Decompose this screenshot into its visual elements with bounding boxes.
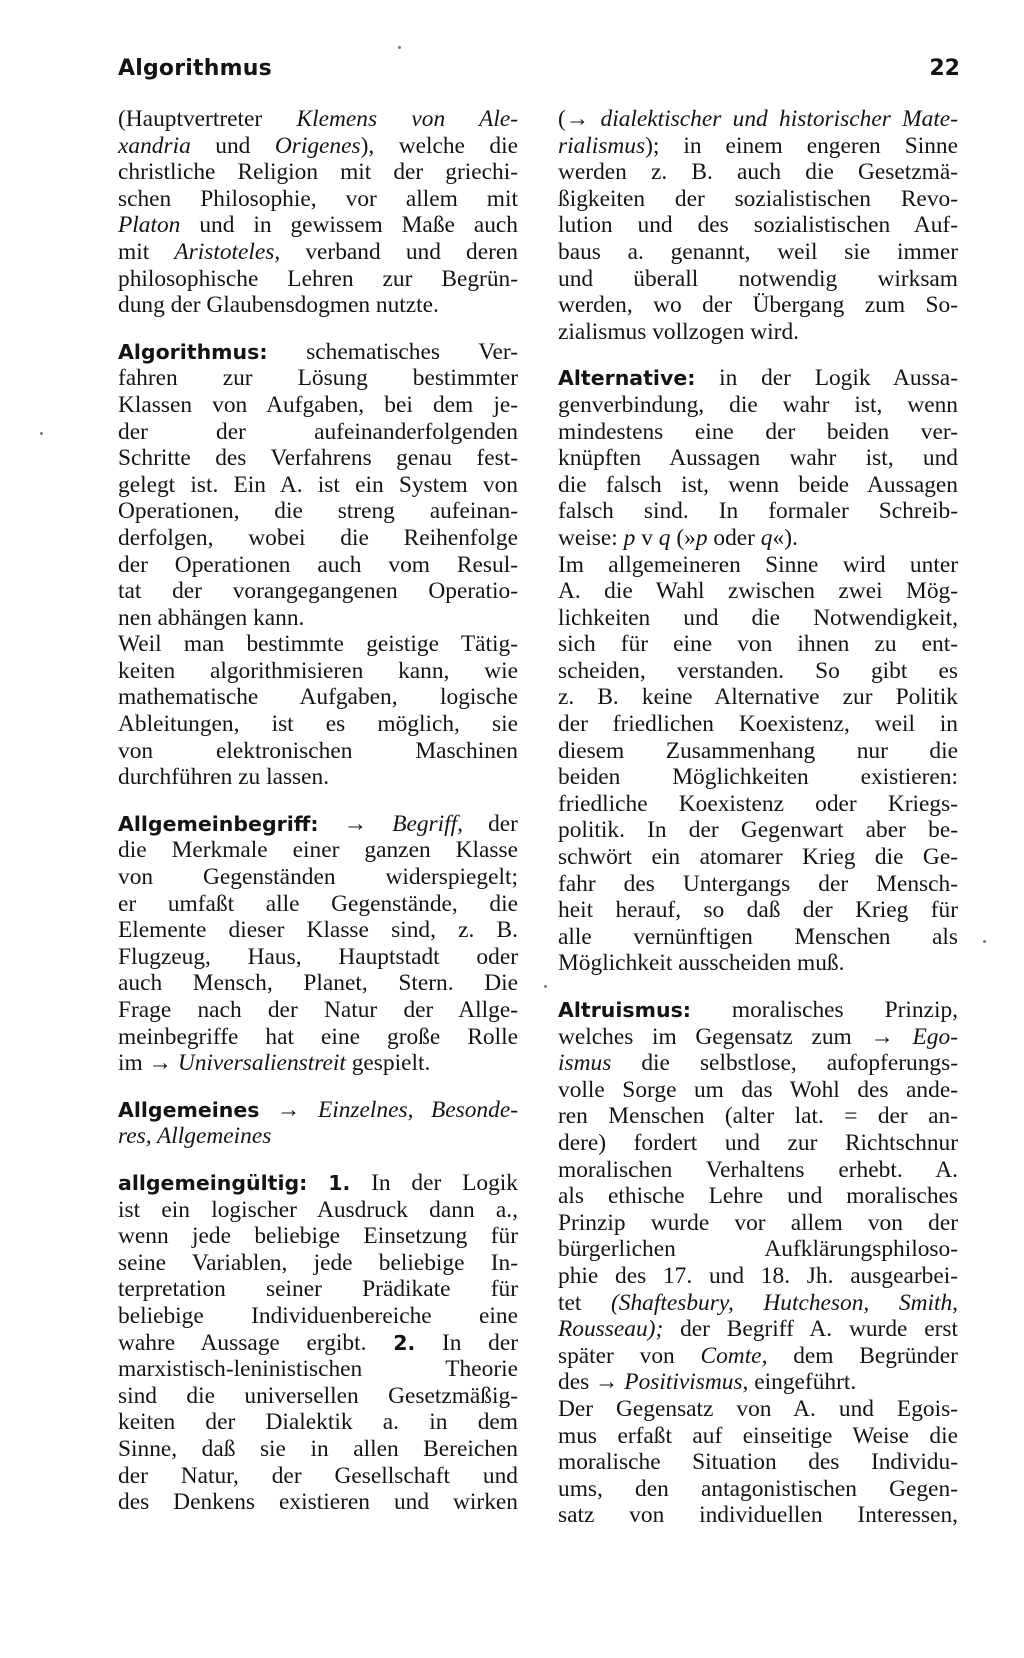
text-line: Operationen, die streng aufeinan- bbox=[118, 498, 518, 525]
text-line: knüpften Aussagen wahr ist, und bbox=[558, 445, 958, 472]
italic-text: Comte, bbox=[700, 1342, 768, 1369]
text-line: der friedlichen Koexistenz, weil in bbox=[558, 711, 958, 738]
headword: Alternative: bbox=[558, 366, 696, 391]
text-line: die falsch ist, wenn beide Aussagen bbox=[558, 471, 958, 498]
entry-allgemeingueltig bbox=[118, 1170, 518, 1516]
text-segment: (» bbox=[676, 524, 696, 551]
text-line: von elektronischen Maschinen bbox=[118, 737, 518, 764]
text-line bbox=[118, 239, 518, 266]
text-segment: dem Begründer bbox=[793, 1342, 958, 1369]
text-line: sind die universellen Gesetzmäßig- bbox=[118, 1382, 518, 1409]
text-segment: weise: bbox=[558, 524, 618, 551]
entry-algorithmus bbox=[118, 339, 518, 791]
text-line: Elemente dieser Klasse sind, z. B. bbox=[118, 917, 518, 944]
formula-line bbox=[558, 525, 958, 552]
scan-speck bbox=[398, 46, 401, 49]
italic-text: p bbox=[623, 524, 636, 551]
text-segment: mit bbox=[118, 238, 150, 265]
cross-reference-link[interactable]: Universalienstreit bbox=[177, 1050, 346, 1077]
text-line: baus a. genannt, weil sie immer bbox=[558, 238, 958, 265]
text-line: lichkeiten und die Notwendigkeit, bbox=[558, 604, 958, 631]
text-segment: ); in einem engeren Sinne bbox=[645, 132, 958, 159]
entry-alternative bbox=[558, 365, 958, 977]
text-line: falsch sind. In formaler Schreib- bbox=[558, 498, 958, 525]
cross-reference-link[interactable]: Positivismus, bbox=[624, 1369, 749, 1396]
text-line bbox=[558, 365, 958, 392]
headword: Allgemeines bbox=[118, 1097, 260, 1122]
text-line: z. B. keine Alternative zur Politik bbox=[558, 684, 958, 711]
text-line: volle Sorge um das Wohl des ande- bbox=[558, 1076, 958, 1103]
text-line bbox=[118, 1170, 518, 1197]
text-line: der Operationen auch vom Resul- bbox=[118, 551, 518, 578]
text-line: ist ein logischer Ausdruck dann a., bbox=[118, 1196, 518, 1223]
text-line bbox=[118, 133, 518, 160]
headword: Allgemeinbegriff: bbox=[118, 811, 319, 836]
text-segment: im bbox=[118, 1050, 143, 1077]
text-line: dere) fordert und zur Richtschnur bbox=[558, 1129, 958, 1156]
text-line: bürgerlichen Aufklärungsphiloso- bbox=[558, 1236, 958, 1263]
cross-reference-link[interactable]: Einzelnes, Besonde- bbox=[317, 1096, 518, 1123]
text-line: schwört ein atomarer Krieg die Ge- bbox=[558, 844, 958, 871]
continued-entry bbox=[558, 106, 958, 345]
text-line: zialismus vollzogen wird. bbox=[558, 318, 800, 345]
text-segment: wahre Aussage ergibt. bbox=[118, 1329, 367, 1356]
text-segment: verband und deren bbox=[305, 238, 518, 265]
text-line: als ethische Lehre und moralisches bbox=[558, 1183, 958, 1210]
text-line bbox=[558, 1316, 958, 1343]
cross-reference-arrow: → bbox=[595, 1369, 619, 1396]
text-line: Schritte des Verfahrens genau fest- bbox=[118, 445, 518, 472]
text-segment: 1. bbox=[328, 1170, 351, 1195]
text-line: keiten algorithmisieren kann, wie bbox=[118, 657, 518, 684]
text-line: und überall notwendig wirksam bbox=[558, 265, 958, 292]
italic-text: xandria bbox=[118, 132, 191, 159]
cross-reference-link[interactable]: dialektischer und historischer Mate- bbox=[600, 106, 958, 132]
scan-speck bbox=[544, 985, 547, 988]
text-line: beiden Möglichkeiten existieren: bbox=[558, 764, 958, 791]
text-line bbox=[558, 1050, 958, 1077]
italic-text: Rousseau); bbox=[558, 1316, 664, 1343]
italic-text: q bbox=[760, 524, 773, 551]
text-line: die Merkmale einer ganzen Klasse bbox=[118, 837, 518, 864]
text-segment: oder bbox=[713, 524, 755, 551]
text-line bbox=[118, 1097, 518, 1124]
text-line: mindestens eine der beiden ver- bbox=[558, 418, 958, 445]
text-line bbox=[558, 106, 958, 133]
text-segment: In der bbox=[441, 1329, 518, 1356]
text-line: phie des 17. und 18. Jh. ausgearbei- bbox=[558, 1262, 958, 1289]
text-line: werden z. B. auch die Gesetzmä- bbox=[558, 159, 958, 186]
text-line: wenn jede beliebige Einsetzung für bbox=[118, 1223, 518, 1250]
text-line: satz von individuellen Interessen, bbox=[558, 1502, 958, 1529]
text-line: marxistisch-leninistischen Theorie bbox=[118, 1356, 518, 1383]
text-line: Sinne, daß sie in allen Bereichen bbox=[118, 1435, 518, 1462]
text-line: tat der vorangegangenen Operatio- bbox=[118, 578, 518, 605]
text-segment: die selbstlose, aufopferungs- bbox=[641, 1050, 958, 1077]
text-segment: eingeführt. bbox=[754, 1369, 857, 1396]
text-line bbox=[118, 212, 518, 239]
text-line: philosophische Lehren zur Begrün- bbox=[118, 265, 518, 292]
page-number: 22 bbox=[929, 56, 960, 81]
text-line bbox=[558, 997, 958, 1024]
italic-text: (Shaftesbury, Hutcheson, Smith, bbox=[611, 1289, 958, 1316]
cross-reference-arrow: → bbox=[870, 1023, 894, 1050]
text-segment: welches im Gegensatz zum bbox=[558, 1023, 852, 1050]
text-line: fahr des Untergangs der Mensch- bbox=[558, 870, 958, 897]
text-line bbox=[118, 1050, 518, 1077]
page-header bbox=[118, 56, 960, 96]
text-segment: «). bbox=[772, 524, 798, 551]
text-line: ßigkeiten der sozialistischen Revo- bbox=[558, 185, 958, 212]
text-line bbox=[118, 1123, 518, 1150]
text-line: des Denkens existieren und wirken bbox=[118, 1489, 518, 1516]
cross-reference-arrow: → bbox=[277, 1096, 301, 1123]
text-line bbox=[558, 1343, 958, 1370]
text-line: ren Menschen (alter lat. = der an- bbox=[558, 1103, 958, 1130]
text-line: Prinzip wurde vor allem von der bbox=[558, 1209, 958, 1236]
text-line: Weil man bestimmte geistige Tätig- bbox=[118, 631, 518, 658]
text-line: mus erfaßt auf einseitige Weise die bbox=[558, 1422, 958, 1449]
text-line bbox=[558, 133, 958, 160]
cross-reference-arrow: → bbox=[343, 810, 368, 837]
text-line: lution und des sozialistischen Auf- bbox=[558, 212, 958, 239]
text-line: durchführen zu lassen. bbox=[118, 764, 330, 791]
scan-speck bbox=[40, 432, 43, 435]
text-line bbox=[558, 1369, 958, 1396]
text-line: terpretation seiner Prädikate für bbox=[118, 1276, 518, 1303]
italic-text: Platon bbox=[118, 212, 181, 239]
text-segment: tet bbox=[558, 1289, 582, 1316]
text-line: heit herauf, so daß der Krieg für bbox=[558, 897, 958, 924]
text-line: werden, wo der Übergang zum So- bbox=[558, 292, 958, 319]
text-line: Frage nach der Natur der Allge- bbox=[118, 997, 518, 1023]
text-segment: und bbox=[215, 132, 251, 159]
text-line bbox=[118, 106, 518, 133]
text-line: der Natur, der Gesellschaft und bbox=[118, 1462, 518, 1489]
text-line: Der Gegensatz von A. und Egois- bbox=[558, 1395, 958, 1422]
text-line: moralische Situation des Individu- bbox=[558, 1449, 958, 1476]
text-line bbox=[558, 1290, 958, 1317]
text-line: diesem Zusammenhang nur die bbox=[558, 737, 958, 764]
left-column bbox=[118, 106, 518, 1516]
text-segment: gespielt. bbox=[351, 1050, 431, 1077]
text-line: von Gegenständen widerspiegelt; bbox=[118, 864, 518, 891]
text-segment: schematisches Ver- bbox=[306, 338, 518, 365]
text-line: ums, den antagonistischen Gegen- bbox=[558, 1475, 958, 1502]
cross-reference-link[interactable]: Begriff, bbox=[392, 810, 463, 837]
entry-allgemeines bbox=[118, 1097, 518, 1150]
text-segment: 2. bbox=[393, 1330, 416, 1355]
running-head: Algorithmus bbox=[118, 56, 272, 81]
text-line: politik. In der Gegenwart aber be- bbox=[558, 817, 958, 844]
text-segment: des bbox=[558, 1369, 590, 1396]
text-line: friedliche Koexistenz oder Kriegs- bbox=[558, 790, 958, 817]
text-line: genverbindung, die wahr ist, wenn bbox=[558, 391, 958, 418]
text-line: Möglichkeit ausscheiden muß. bbox=[558, 950, 845, 977]
text-segment: moralisches Prinzip, bbox=[731, 997, 958, 1023]
text-line: Ableitungen, ist es möglich, sie bbox=[118, 711, 518, 738]
text-segment: (Hauptvertreter bbox=[118, 106, 263, 132]
text-line bbox=[118, 1330, 518, 1357]
text-line: seine Variablen, jede beliebige In- bbox=[118, 1249, 518, 1276]
continued-entry bbox=[118, 106, 518, 319]
text-line: Im allgemeineren Sinne wird unter bbox=[558, 551, 958, 578]
italic-text: Klemens von Ale- bbox=[296, 106, 518, 132]
text-line: christliche Religion mit der griechi- bbox=[118, 159, 518, 186]
text-segment: und in gewissem Maße auch bbox=[199, 212, 518, 239]
text-line: A. die Wahl zwischen zwei Mög- bbox=[558, 578, 958, 605]
text-line: fahren zur Lösung bestimmter bbox=[118, 365, 518, 392]
entry-altruismus bbox=[558, 997, 958, 1529]
text-line: schen Philosophie, vor allem mit bbox=[118, 185, 518, 212]
text-line: alle vernünftigen Menschen als bbox=[558, 923, 958, 950]
text-segment: der bbox=[488, 810, 518, 837]
entry-allgemeinbegriff bbox=[118, 811, 518, 1077]
text-segment: der Begriff A. wurde erst bbox=[680, 1316, 958, 1343]
text-line: dung der Glaubensdogmen nutzte. bbox=[118, 292, 439, 319]
text-line: nen abhängen kann. bbox=[118, 604, 305, 631]
text-line: Klassen von Aufgaben, bei dem je- bbox=[118, 391, 518, 418]
cross-reference-link[interactable]: Ego- bbox=[912, 1023, 958, 1050]
cross-reference-link[interactable]: ismus bbox=[558, 1050, 612, 1077]
text-line bbox=[118, 339, 518, 366]
scan-speck bbox=[983, 940, 986, 943]
text-line: moralischen Verhaltens erhebt. A. bbox=[558, 1156, 958, 1183]
text-segment: später von bbox=[558, 1342, 675, 1369]
text-line: sich für eine von ihnen zu ent- bbox=[558, 631, 958, 658]
italic-text: p bbox=[695, 524, 708, 551]
cross-reference-arrow: → bbox=[148, 1050, 172, 1077]
text-line: beliebige Individuenbereiche eine bbox=[118, 1302, 518, 1329]
text-segment: v bbox=[641, 524, 653, 551]
text-segment: ), welche die bbox=[360, 132, 518, 159]
text-line: der der aufeinanderfolgenden bbox=[118, 418, 518, 445]
text-line: er umfaßt alle Gegenstände, die bbox=[118, 890, 518, 917]
headword: Algorithmus: bbox=[118, 339, 268, 364]
cross-reference-link[interactable]: res, Allgemeines bbox=[118, 1123, 272, 1150]
cross-reference-link[interactable]: rialismus bbox=[558, 132, 646, 159]
text-line: keiten der Dialektik a. in dem bbox=[118, 1409, 518, 1436]
text-line: meinbegriffe hat eine große Rolle bbox=[118, 1023, 518, 1050]
text-segment: In der Logik bbox=[371, 1169, 518, 1196]
text-line: derfolgen, wobei die Reihenfolge bbox=[118, 524, 518, 551]
text-line: scheiden, verstanden. So gibt es bbox=[558, 657, 958, 684]
headword: allgemeingültig: bbox=[118, 1170, 308, 1195]
text-line: auch Mensch, Planet, Stern. Die bbox=[118, 970, 518, 997]
headword: Altruismus: bbox=[558, 998, 691, 1022]
text-line: mathematische Aufgaben, logische bbox=[118, 684, 518, 711]
text-segment: in der Logik Aussa- bbox=[719, 365, 958, 392]
text-segment: (→ bbox=[558, 106, 590, 132]
text-line bbox=[118, 811, 518, 838]
text-line bbox=[558, 1024, 958, 1051]
italic-text: q bbox=[658, 524, 671, 551]
text-line: Flugzeug, Haus, Hauptstadt oder bbox=[118, 943, 518, 970]
italic-text: Aristoteles, bbox=[174, 238, 281, 265]
right-column bbox=[558, 106, 958, 1529]
text-line: gelegt ist. Ein A. ist ein System von bbox=[118, 471, 518, 498]
italic-text: Origenes bbox=[274, 132, 361, 159]
